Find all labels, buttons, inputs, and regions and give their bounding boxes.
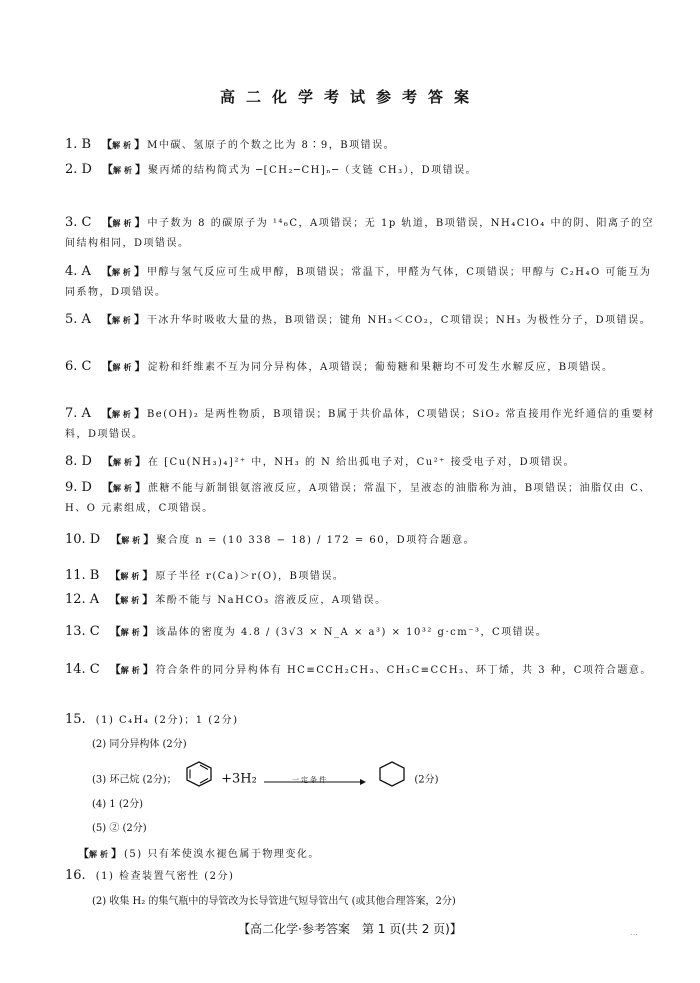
arrow-icon [260, 770, 370, 790]
answer-text: 聚丙烯的结构简式为 ─[CH₂─CH]ₙ─（支链 CH₃），D项错误。 [147, 165, 478, 176]
answer-item [65, 622, 655, 643]
analysis-tag: 【 解析 】 [109, 566, 153, 587]
analysis-tag: 【 解析 】 [102, 160, 146, 181]
page-title: 高二化学考试参考答案 [219, 88, 480, 106]
answer-text: 该晶体的密度为 4.8 / (3√3 × N_A × a³) × 10³² g·cm⁻³，C项错误。 [155, 627, 548, 638]
answer-item [65, 660, 655, 681]
q15-line-3 [92, 760, 652, 800]
cyclohexane-icon [377, 760, 407, 800]
q15-analysis-text: (5) 只有苯使溴水褪色属于物理变化。 [124, 849, 320, 860]
q15-analysis [78, 844, 668, 865]
analysis-tag: 【 解析 】 [101, 262, 145, 283]
answer-item [65, 135, 655, 156]
analysis-tag: 【 解析 】 [101, 135, 145, 156]
q16-line-1 [65, 866, 655, 887]
answer-number: 8. D [65, 454, 92, 469]
answer-item [65, 590, 655, 611]
q16-number: 16. [65, 868, 86, 883]
answer-item [65, 478, 655, 519]
answer-text: 原子半径 r(Ca)＞r(O)，B项错误。 [155, 571, 345, 582]
answer-item [65, 566, 655, 587]
q15-line-4: (4) 1 (2分) [92, 799, 144, 810]
answer-number: 10. D [65, 532, 101, 547]
answer-text: 苯酚不能与 NaHCO₃ 溶液反应，A项错误。 [155, 595, 387, 606]
analysis-tag: 【 解析 】 [101, 404, 145, 425]
q15-line-2: (2) 同分异构体 (2分) [92, 739, 187, 750]
q15-part-3-score: (2分) [414, 774, 439, 786]
q15-number: 15. [65, 712, 86, 727]
answer-number: 13. C [65, 624, 100, 639]
answer-number: 12. A [65, 592, 100, 607]
answer-text: 在 [Cu(NH₃)₄]²⁺ 中，NH₃ 的 N 给出孤电子对，Cu²⁺ 接受电子对，D项错误。 [147, 457, 576, 468]
analysis-tag: 【 解析 】 [102, 478, 146, 499]
answer-text: 淀粉和纤维素不互为同分异构体，A项错误；葡萄糖和果糖均不可发生水解反应，B项错误。 [147, 362, 614, 373]
analysis-tag: 【 解析 】 [101, 213, 145, 234]
q16-part-1: (1) 检查装置气密性 (2分) [95, 871, 235, 882]
answer-item [65, 262, 655, 303]
answer-text: 中子数为 8 的碳原子为 ¹⁴₆C，A项错误；无 1p 轨道，B项错误，NH₄ClO₄ 中的阴、阳离子的空间结构相同，D项错误。 [65, 218, 654, 249]
hydrogen-reagent: +3H₂ [221, 771, 257, 787]
analysis-tag: 【 解析 】 [78, 844, 122, 865]
answer-text: Be(OH)₂ 是两性物质，B项错误；B属于共价晶体，C项错误；SiO₂ 常直接用作光纤通信的重要材料，D项错误。 [65, 409, 655, 440]
q15-line-1 [65, 710, 655, 731]
answer-number: 14. C [65, 662, 100, 677]
answer-text: M中碳、氢原子的个数之比为 8∶9，B项错误。 [147, 140, 396, 151]
answer-number: 11. B [65, 568, 100, 583]
answer-item [65, 160, 655, 181]
analysis-tag: 【 解析 】 [102, 452, 146, 473]
answer-item [65, 530, 655, 551]
answer-number: 6. C [65, 359, 92, 374]
answer-text: 符合条件的同分异构体有 HC≡CCH₂CH₃、CH₃C≡CCH₃、环丁烯，共 3 种，C项符合题意。 [155, 665, 652, 676]
answer-number: 9. D [65, 480, 92, 495]
answer-text: 蔗糖不能与新制银氨溶液反应，A项错误；常温下，呈液态的油脂称为油，B项错误；油脂仅由 C、H、O 元素组成，C项错误。 [65, 483, 651, 514]
page-footer: 【高二化学·参考答案 第 1 页(共 2 页)】 [238, 922, 462, 936]
q16-line-2: (2) 收集 H₂ 的集气瓶中的导管改为长导管进气短导管出气 (或其他合理答案，2分) [92, 896, 456, 907]
answer-item [65, 452, 655, 473]
analysis-tag: 【 解析 】 [101, 357, 145, 378]
answer-number: 4. A [65, 264, 91, 279]
answer-number: 1. B [65, 137, 92, 152]
q15-part-1: (1) C₄H₄ (2分)；1 (2分) [95, 715, 239, 726]
answer-text: 甲醇与氢气反应可生成甲醇，B项错误；常温下，甲醛为气体，C项错误；甲醇与 C₂H₄O 可能互为同系物，D项错误。 [65, 267, 652, 298]
analysis-tag: 【 解析 】 [110, 530, 154, 551]
analysis-tag: 【 解析 】 [109, 590, 153, 611]
answer-item [65, 310, 655, 331]
answer-text: 聚合度 n = (10 338 − 18) / 172 = 60，D项符合题意。 [156, 535, 476, 546]
answer-number: 5. A [65, 312, 91, 327]
answer-item [65, 213, 655, 254]
analysis-tag: 【 解析 】 [110, 622, 154, 643]
answer-text: 干冰升华时吸收大量的热，B项错误；键角 NH₃＜CO₂，C项错误；NH₃ 为极性分子，D项错误。 [146, 315, 652, 326]
benzene-icon [184, 760, 214, 800]
answer-number: 2. D [65, 162, 92, 177]
reaction-arrow [260, 770, 370, 790]
answer-item [65, 404, 655, 445]
q15-part-3-answer: (3) 环己烷 (2分)； [92, 774, 177, 786]
analysis-tag: 【 解析 】 [101, 310, 145, 331]
q15-line-5: (5) ② (2分) [92, 823, 147, 834]
reaction-condition: 一定条件 [291, 776, 328, 784]
answer-item [65, 357, 655, 378]
analysis-tag: 【 解析 】 [110, 660, 154, 681]
answer-number: 3. C [65, 215, 92, 230]
answer-number: 7. A [65, 406, 91, 421]
corner-mark: … [630, 928, 638, 937]
